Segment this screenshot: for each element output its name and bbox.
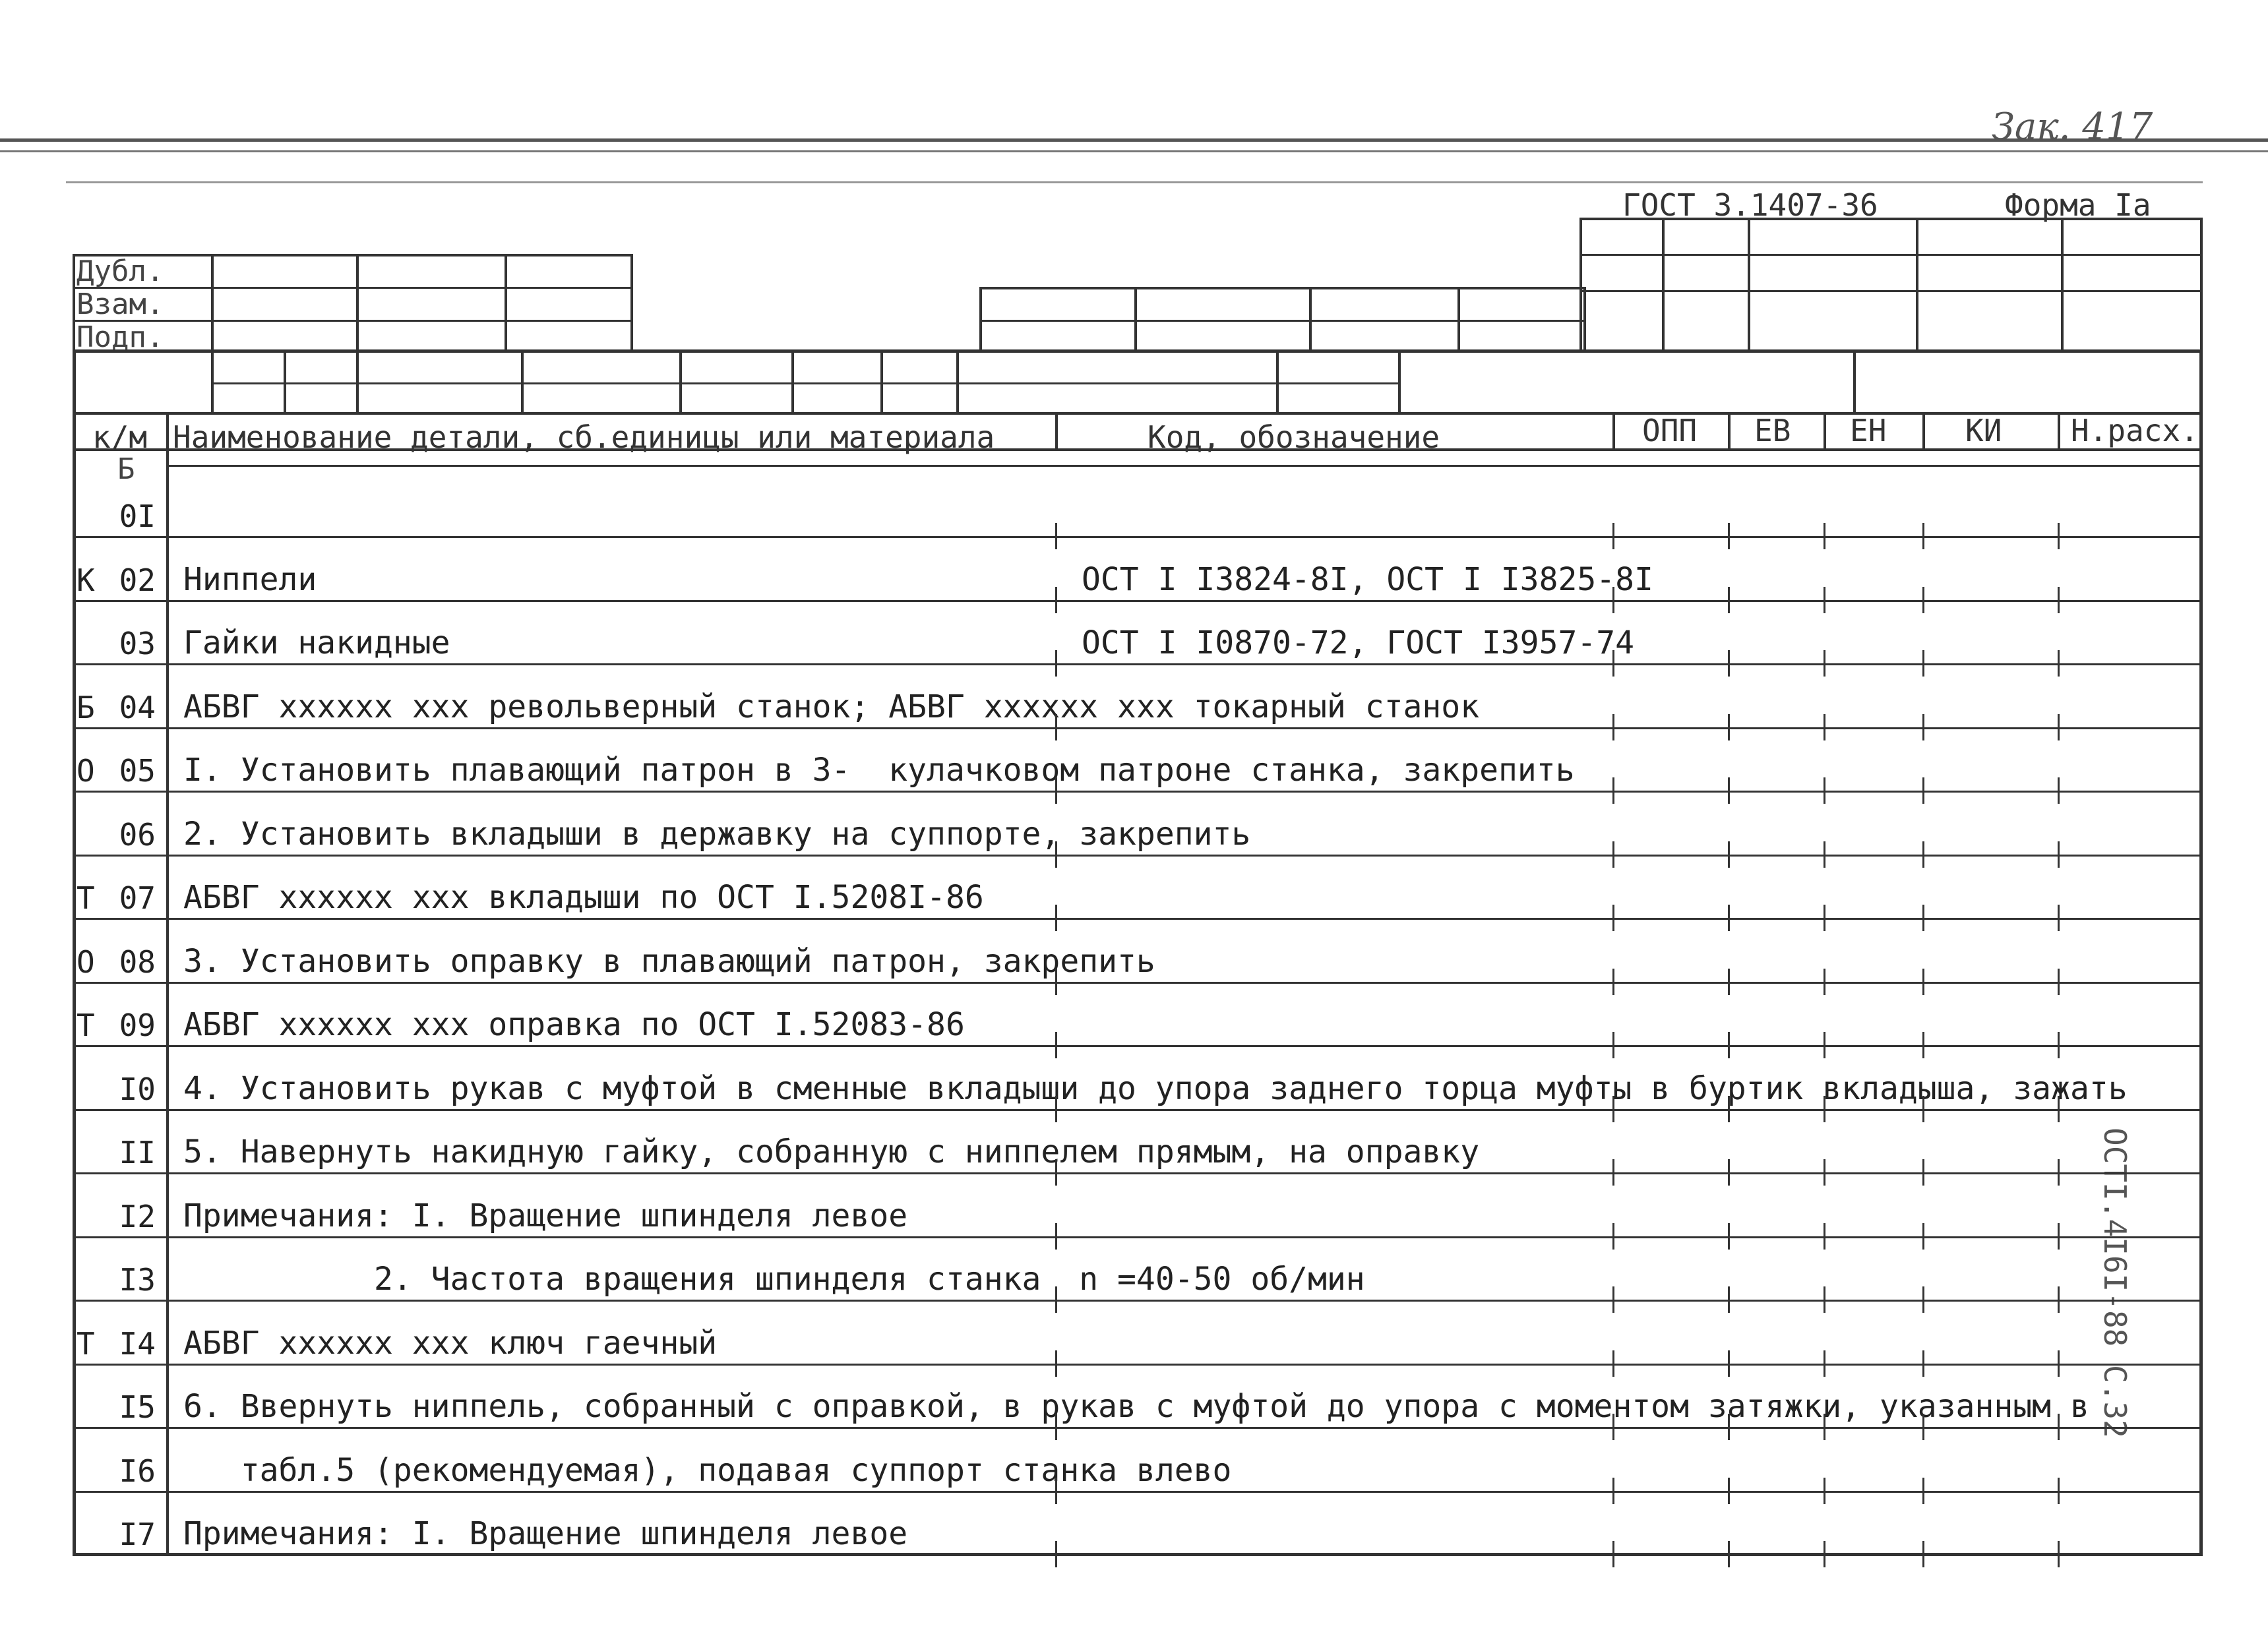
table-row bbox=[0, 1366, 2268, 1430]
col-ki: КИ bbox=[1965, 413, 2002, 448]
row-prefix: К bbox=[77, 562, 95, 598]
row-number: I7 bbox=[119, 1517, 156, 1552]
table-row bbox=[0, 1111, 2268, 1175]
row-number: 06 bbox=[119, 817, 156, 853]
row-number: 02 bbox=[119, 562, 156, 598]
row-number: I2 bbox=[119, 1199, 156, 1234]
column-tick bbox=[1922, 1541, 1924, 1567]
row-text: Гайки накидные bbox=[183, 624, 450, 661]
row-rule bbox=[73, 918, 2203, 920]
column-tick bbox=[1728, 1541, 1730, 1567]
row-text: Примечания: I. Вращение шпинделя левое bbox=[183, 1515, 908, 1552]
table-row bbox=[0, 1238, 2268, 1302]
col-code: Код, обозначение bbox=[1148, 419, 1440, 455]
row-prefix: Т bbox=[77, 880, 95, 916]
col-opp: ОПП bbox=[1642, 413, 1698, 448]
stamp-block-right bbox=[1579, 218, 2203, 353]
top-note: Зак. 417 bbox=[1992, 106, 2153, 148]
label-dubl: Дубл. bbox=[77, 255, 164, 288]
row-number: 09 bbox=[119, 1008, 156, 1043]
row-code: ОСТ I I0870-72, ГОСТ I3957-74 bbox=[1082, 624, 1635, 661]
col-km: к/м bbox=[92, 419, 148, 455]
row-number: I3 bbox=[119, 1262, 156, 1298]
col-en: ЕН bbox=[1850, 413, 1887, 448]
row-rule bbox=[73, 1300, 2203, 1302]
row-rule bbox=[73, 536, 2203, 538]
table-row bbox=[0, 475, 2268, 539]
row-prefix: О bbox=[77, 753, 95, 789]
row-prefix: Б bbox=[77, 690, 95, 725]
row-number: 03 bbox=[119, 626, 156, 661]
row-number: I4 bbox=[119, 1326, 156, 1362]
col-nrash: Н.расх. bbox=[2071, 413, 2199, 448]
row-number: II bbox=[119, 1135, 156, 1170]
row-number: 04 bbox=[119, 690, 156, 725]
row-number: 08 bbox=[119, 944, 156, 980]
column-tick bbox=[1824, 1541, 1825, 1567]
table-row bbox=[0, 1430, 2268, 1493]
row-text: АБВГ xxxxxx xxx вкладыши по ОСТ I.5208I-86 bbox=[183, 879, 984, 916]
row-b-label: Б bbox=[117, 452, 135, 486]
row-rule bbox=[73, 1172, 2203, 1174]
row-text: АБВГ xxxxxx xxx оправка по ОСТ I.52083-86 bbox=[183, 1006, 965, 1043]
label-vzam: Взам. bbox=[77, 287, 164, 321]
row-prefix: О bbox=[77, 944, 95, 980]
table-row bbox=[0, 729, 2268, 793]
frame-top bbox=[66, 181, 2203, 183]
row-number: I6 bbox=[119, 1453, 156, 1489]
table-row bbox=[0, 984, 2268, 1048]
row-text: I. Установить плавающий патрон в 3- кулачковом патроне станка, закрепить bbox=[183, 752, 1575, 789]
table-row bbox=[0, 1048, 2268, 1112]
row-text: 6. Ввернуть ниппель, собранный с оправкой, в рукав с муфтой до упора с моментом затяжки, указанным в bbox=[183, 1388, 2089, 1425]
row-prefix: Т bbox=[77, 1326, 95, 1362]
row-text: 2. Установить вкладыши в державку на суппорте, закрепить bbox=[183, 816, 1251, 853]
row-text: 5. Навернуть накидную гайку, собранную с ниппелем прямым, на оправку bbox=[183, 1133, 1480, 1170]
row-rule bbox=[73, 1554, 2203, 1556]
table-row bbox=[0, 602, 2268, 666]
row-text: 2. Частота вращения шпинделя станка n =40-50 об/мин bbox=[183, 1261, 1365, 1298]
column-tick bbox=[2058, 1541, 2060, 1567]
table-row bbox=[0, 793, 2268, 857]
row-prefix: Т bbox=[77, 1008, 95, 1043]
row-text: 4. Установить рукав с муфтой в сменные вкладыши до упора заднего торца муфты в буртик вкладыша, зажать bbox=[183, 1070, 2128, 1107]
table-row bbox=[0, 666, 2268, 730]
row-text: АБВГ xxxxxx xxx ключ гаечный bbox=[183, 1325, 718, 1362]
table-row bbox=[0, 1302, 2268, 1366]
row-rule bbox=[73, 663, 2203, 665]
table-row bbox=[0, 1175, 2268, 1239]
label-podp: Подп. bbox=[77, 320, 164, 354]
row-code: ОСТ I I3824-8I, ОСТ I I3825-8I bbox=[1082, 561, 1653, 598]
row-rule bbox=[73, 1427, 2203, 1429]
col-name: Наименование детали, сб.единицы или материала bbox=[173, 419, 995, 455]
table-row bbox=[0, 1493, 2268, 1557]
top-rule-1 bbox=[0, 138, 2268, 142]
table-row bbox=[0, 857, 2268, 920]
row-rule bbox=[73, 791, 2203, 793]
table-row bbox=[0, 539, 2268, 603]
row-number: I5 bbox=[119, 1389, 156, 1425]
gost-label: ГОСТ 3.1407-36 bbox=[1622, 187, 1878, 223]
col-ev: ЕВ bbox=[1754, 413, 1791, 448]
row-text: табл.5 (рекомендуемая), подавая суппорт станка влево bbox=[183, 1452, 1232, 1489]
row-number: 0I bbox=[119, 498, 156, 534]
row-rule bbox=[73, 1045, 2203, 1047]
table-row bbox=[0, 920, 2268, 984]
row-text: Ниппели bbox=[183, 561, 317, 598]
row-number: 05 bbox=[119, 753, 156, 789]
top-rule-2 bbox=[0, 150, 2268, 152]
row-text: Примечания: I. Вращение шпинделя левое bbox=[183, 1197, 908, 1234]
side-note: ОСТI.4I6I-88 С.32 bbox=[2097, 1128, 2133, 1438]
row-number: 07 bbox=[119, 880, 156, 916]
row-text: 3. Установить оправку в плавающий патрон, закрепить bbox=[183, 943, 1155, 980]
row-text: АБВГ xxxxxx xxx револьверный станок; АБВГ xxxxxx xxx токарный станок bbox=[183, 688, 1480, 725]
row-number: I0 bbox=[119, 1071, 156, 1107]
column-tick bbox=[1612, 1541, 1614, 1567]
column-tick bbox=[1055, 1541, 1057, 1567]
form-label: Форма Iа bbox=[2005, 187, 2151, 223]
